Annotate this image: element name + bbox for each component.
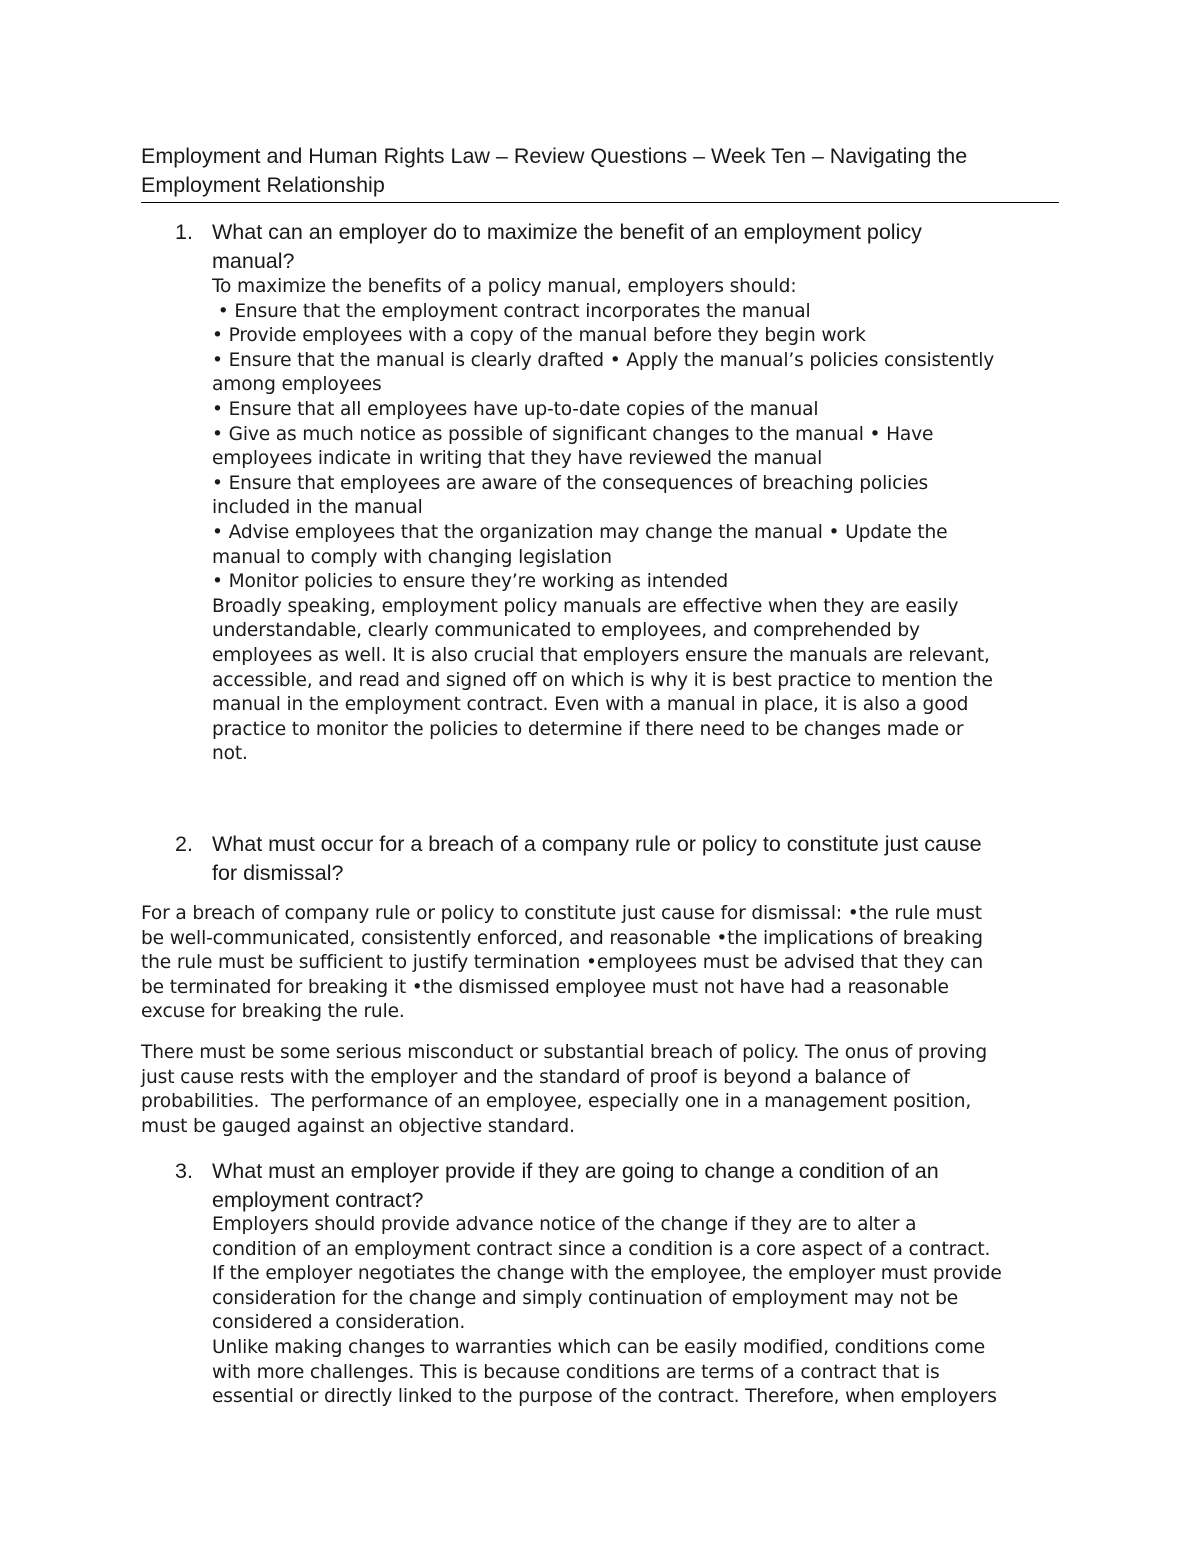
answer-line: employees as well. It is also crucial that employers ensure the manuals are relevant, — [212, 644, 990, 666]
answer-line: probabilities. The performance of an employee, especially one in a management position, — [141, 1091, 972, 1113]
answer-line: must be gauged against an objective standard. — [141, 1115, 575, 1137]
answer-line: just cause rests with the employer and the standard of proof is beyond a balance of — [141, 1066, 910, 1088]
question-text — [212, 830, 1071, 888]
answer-2-paragraph-2 — [141, 1041, 1066, 1139]
answer-line: • Provide employees with a copy of the manual before they begin work — [212, 325, 866, 347]
question-1 — [141, 218, 1071, 276]
question-3 — [141, 1157, 1071, 1215]
question-2 — [141, 830, 1071, 888]
answer-line: essential or directly linked to the purpose of the contract. Therefore, when employers — [212, 1386, 997, 1408]
answer-line: • Ensure that all employees have up-to-date copies of the manual — [212, 398, 819, 420]
answer-line: among employees — [212, 374, 382, 396]
answer-line: practice to monitor the policies to determine if there need to be changes made or — [212, 718, 964, 740]
answer-line: • Advise employees that the organization may change the manual • Update the — [212, 521, 948, 543]
answer-line: employees indicate in writing that they have reviewed the manual — [212, 448, 823, 470]
answer-3 — [212, 1213, 1062, 1410]
answer-line: • Monitor policies to ensure they’re working as intended — [212, 571, 729, 593]
answer-line: manual to comply with changing legislation — [212, 546, 612, 568]
answer-1 — [212, 275, 1062, 767]
question-line: employment contract? — [212, 1188, 424, 1212]
question-line: What must an employer provide if they are going to change a condition of an — [212, 1159, 939, 1183]
answer-line: with more challenges. This is because conditions are terms of a contract that is — [212, 1361, 940, 1383]
answer-line: understandable, clearly communicated to employees, and comprehended by — [212, 620, 920, 642]
answer-line: condition of an employment contract since a condition is a core aspect of a contract. — [212, 1238, 991, 1260]
document-title — [141, 142, 1059, 203]
answer-line: Employers should provide advance notice of the change if they are to alter a — [212, 1214, 917, 1235]
answer-line: be terminated for breaking it •the dismissed employee must not have had a reasonable — [141, 976, 949, 998]
answer-line: Broadly speaking, employment policy manuals are effective when they are easily — [212, 595, 959, 617]
answer-line: accessible, and read and signed off on which is why it is best practice to mention the — [212, 669, 993, 691]
answer-2-paragraph-1 — [141, 902, 1066, 1025]
answer-line: consideration for the change and simply continuation of employment may not be — [212, 1287, 959, 1309]
answer-line: For a breach of company rule or policy to constitute just cause for dismissal: •the rule must — [141, 903, 982, 924]
answer-line: • Ensure that the manual is clearly drafted • Apply the manual’s policies consistently — [212, 349, 995, 371]
answer-line: • Ensure that employees are aware of the consequences of breaching policies — [212, 472, 929, 494]
question-line: for dismissal? — [212, 861, 344, 885]
answer-line: manual in the employment contract. Even with a manual in place, it is also a good — [212, 694, 969, 716]
question-number: 3. — [175, 1159, 193, 1183]
question-line: What can an employer do to maximize the benefit of an employment policy — [212, 220, 922, 244]
answer-line: excuse for breaking the rule. — [141, 1001, 405, 1023]
question-line: What must occur for a breach of a company rule or policy to constitute just cause — [212, 832, 982, 856]
question-text — [212, 218, 1071, 276]
question-text — [212, 1157, 1071, 1215]
answer-line: included in the manual — [212, 497, 423, 519]
title-line: Employment and Human Rights Law – Review Questions – Week Ten – Navigating the — [141, 144, 968, 168]
question-number: 2. — [175, 832, 193, 856]
answer-line: Unlike making changes to warranties which can be easily modified, conditions come — [212, 1336, 986, 1358]
title-line: Employment Relationship — [141, 173, 385, 197]
question-number: 1. — [175, 220, 193, 244]
answer-line: the rule must be sufficient to justify termination •employees must be advised that they can — [141, 952, 984, 974]
answer-line: To maximize the benefits of a policy manual, employers should: — [212, 276, 797, 297]
answer-line: There must be some serious misconduct or substantial breach of policy. The onus of proving — [141, 1042, 988, 1063]
answer-line: not. — [212, 743, 248, 765]
answer-line: considered a consideration. — [212, 1312, 466, 1334]
answer-line: • Give as much notice as possible of significant changes to the manual • Have — [212, 423, 934, 445]
answer-line: be well-communicated, consistently enforced, and reasonable •the implications of breaking — [141, 927, 983, 949]
answer-line: • Ensure that the employment contract incorporates the manual — [212, 300, 811, 322]
question-line: manual? — [212, 249, 295, 273]
answer-line: If the employer negotiates the change with the employee, the employer must provide — [212, 1263, 1002, 1285]
